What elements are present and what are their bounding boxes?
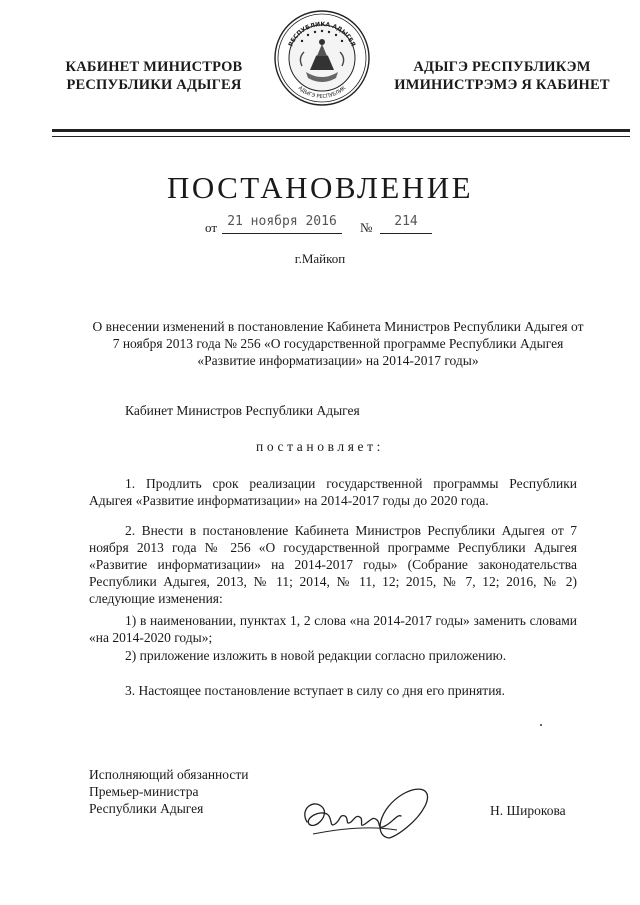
paragraph-3: 3. Настоящее постановление вступает в силу со дня его принятия. xyxy=(125,683,506,698)
header-divider-thin xyxy=(52,136,630,137)
adygea-coat-of-arms-icon xyxy=(272,8,372,106)
date-number-line xyxy=(0,214,640,238)
header-divider-thick xyxy=(52,129,630,132)
header-right-line1: АДЫГЭ РЕСПУБЛИКЭМ xyxy=(413,59,591,75)
date-field: 21 ноября 2016 xyxy=(222,214,342,234)
signer-title-line1: Исполняющий обязанности xyxy=(89,767,249,782)
header-left-line2: РЕСПУБЛИКИ АДЫГЕЯ xyxy=(66,77,242,93)
issuing-authority: Кабинет Министров Республики Адыгея xyxy=(125,403,360,418)
signer-name: Н. Широкова xyxy=(490,803,566,818)
paragraph-2: 2. Внести в постановление Кабинета Министров Республики Адыгея от 7 ноября 2013 года № 256 «О государственной программе Республики Адыгея «Развитие информатизации» на 2014-2017 годы» (Собрание законодательства Республики Адыгея, 2013, № 11; 2014, № 11, 12; 2015, № 7, 12; 2016, № 2) следующие изменения: xyxy=(89,523,577,606)
document-subject: О внесении изменений в постановление Кабинета Министров Республики Адыгея от 7 ноября 2013 года № 256 «О государственной программе Республики Адыгея «Развитие информатизации» на 2014-2017 годы» xyxy=(92,319,584,368)
signer-title xyxy=(89,766,248,817)
svg-text:АДЫГЭ РЕСПУБЛИК: АДЫГЭ РЕСПУБЛИК xyxy=(296,85,348,101)
paragraph-2-item-1: 1) в наименовании, пунктах 1, 2 слова «на 2014-2017 годы» заменить словами «на 2014-2020 годы»; xyxy=(89,613,577,645)
handwritten-signature-icon xyxy=(293,778,441,850)
header-left-line1: КАБИНЕТ МИНИСТРОВ xyxy=(65,59,243,75)
number-label: № xyxy=(360,220,373,235)
header-right xyxy=(382,58,622,94)
signer-title-line3: Республики Адыгея xyxy=(89,801,204,816)
resolves-word: постановляет: xyxy=(256,439,384,454)
paragraph-1: 1. Продлить срок реализации государственной программы Республики Адыгея «Развитие информатизации» на 2014-2017 годы до 2020 года. xyxy=(89,476,577,508)
scan-speck xyxy=(540,724,542,726)
number-field: 214 xyxy=(380,214,432,234)
header-right-line2: ИМИНИСТРЭМЭ Я КАБИНЕТ xyxy=(394,77,610,93)
date-from-label: от xyxy=(205,220,218,235)
signer-title-line2: Премьер-министра xyxy=(89,784,199,799)
paragraph-2-item-2: 2) приложение изложить в новой редакции согласно приложению. xyxy=(125,648,507,663)
header-left xyxy=(38,58,270,94)
city: г.Майкоп xyxy=(294,251,346,266)
svg-text:РЕСПУБЛИКА АДЫГЕЯ: РЕСПУБЛИКА АДЫГЕЯ xyxy=(287,20,357,48)
document-title: ПОСТАНОВЛЕНИЕ xyxy=(166,170,474,205)
